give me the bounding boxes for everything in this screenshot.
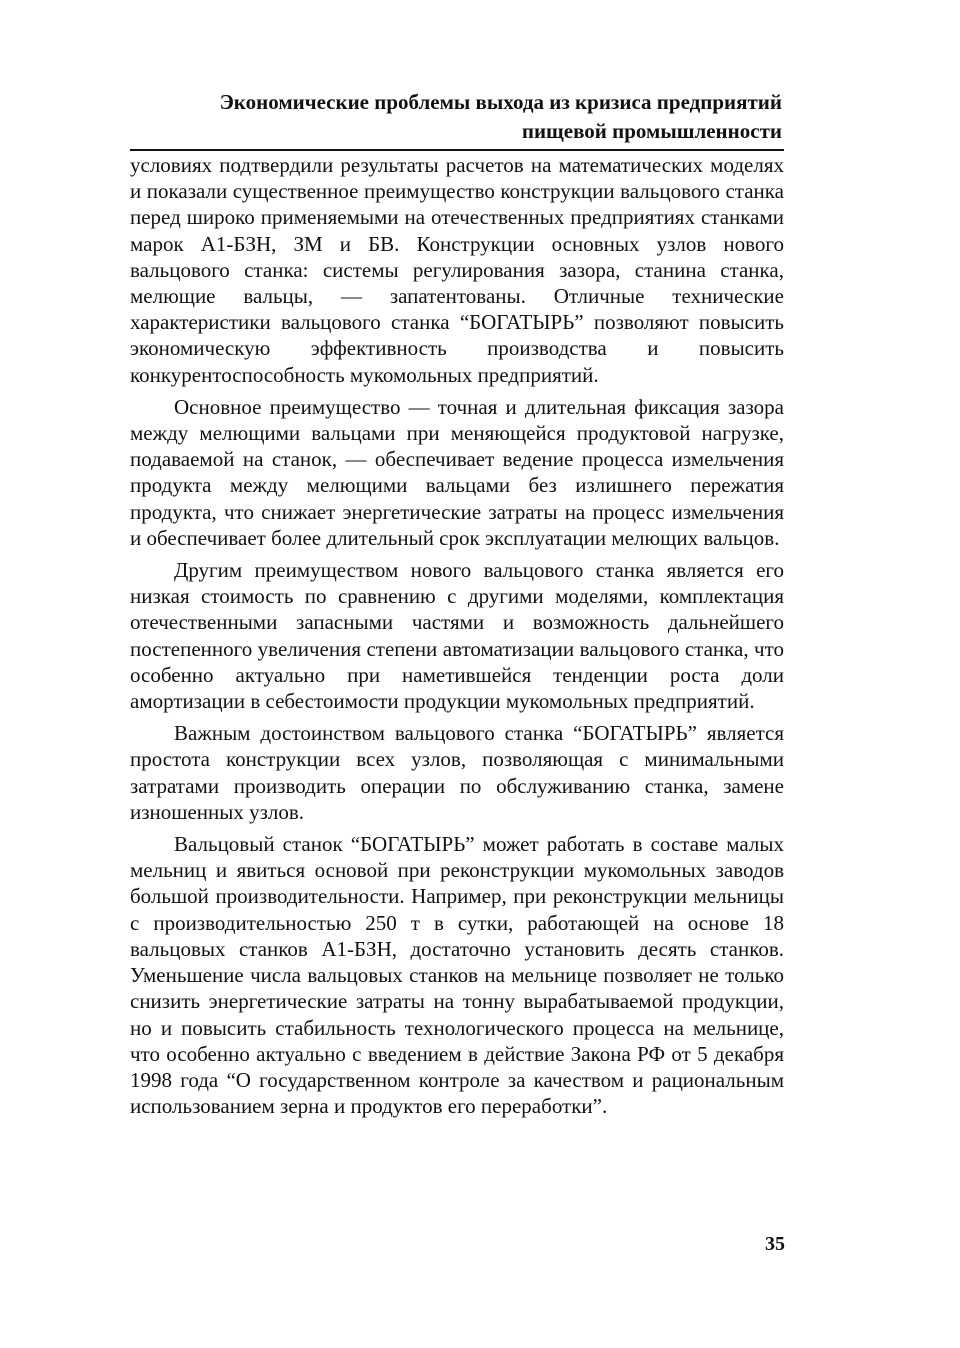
paragraph-mill-application: Вальцовый станок “БОГАТЫРЬ” может работать в составе малых мельниц и явиться основой при реконструкции мукомольных заводов большой производительности. Например, при реконструкции мельницы с производительностью 250 т в сутки, работающей на основе 18 вальцовых станков А1-БЗН, достаточно установить десять станков. Уменьшение числа вальцовых станков на мельнице позволяет не только снизить энергетические затраты на тонну вырабатываемой продукции, но и повысить стабильность технологического процесса на мельнице, что особенно актуально с введением в действие Закона РФ от 5 декабря 1998 года “О государственном контроле за качеством и рациональным использованием зерна и продуктов его переработки”. [130, 832, 784, 1119]
paragraph-main-advantage: Основное преимущество — точная и длительная фиксация зазора между мелющими вальцами при меняющейся продуктовой нагрузке, подаваемой на станок, — обеспечивает ведение процесса измельчения продукта между мелющими вальцами без излишнего пережатия продукта, что снижает энергетические затраты на процесс измельчения и обеспечивает более длительный срок эксплуатации мелющих вальцов. [130, 394, 784, 550]
running-header [180, 88, 782, 146]
body-text [130, 152, 784, 1125]
header-rule [130, 149, 784, 151]
paragraph-continued: условиях подтвердили результаты расчетов на математических моделях и показали существенное преимущество конструкции вальцового станка перед широко применяемыми на отечественных предприятиях станками марок А1-БЗН, ЗМ и БВ. Конструкции основных узлов нового вальцового станка: системы регулирования зазора, станина станка, мелющие вальцы, — запатентованы. Отличные технические характеристики вальцового станка “БОГАТЫРЬ” позволяют повысить экономическую эффективность производства и повысить конкурентоспособность мукомольных предприятий. [130, 153, 784, 387]
paragraph-low-cost: Другим преимуществом нового вальцового станка является его низкая стоимость по сравнению с другими моделями, комплектация отечественными запасными частями и возможность дальнейшего постепенного увеличения степени автоматизации вальцового станка, что особенно актуально при наметившейся тенденции роста доли амортизации в себестоимости продукции мукомольных предприятий. [130, 558, 784, 714]
paragraph-simplicity: Важным достоинством вальцового станка “БОГАТЫРЬ” является простота конструкции всех узлов, позволяющая с минимальными затратами производить операции по обслуживанию станка, замене изношенных узлов. [130, 721, 784, 824]
running-header-line-2: пищевой промышленности [521, 119, 782, 143]
running-header-line-1: Экономические проблемы выхода из кризиса предприятий [219, 90, 782, 114]
page-number: 35 [765, 1233, 785, 1255]
